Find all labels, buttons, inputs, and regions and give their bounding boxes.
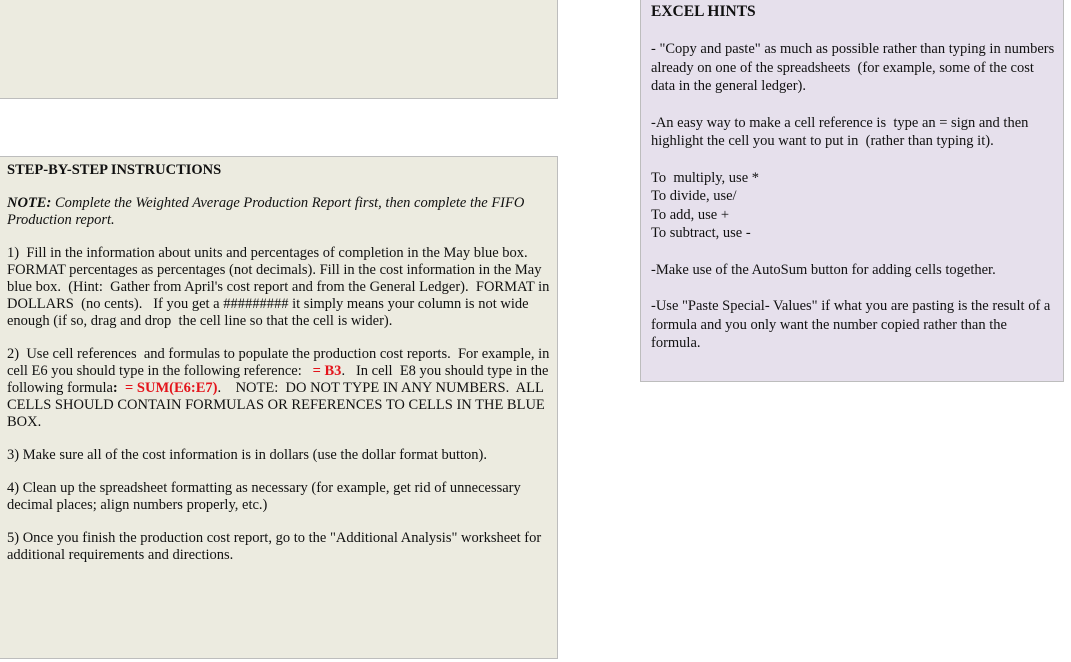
hint-subtract: To subtract, use - bbox=[651, 225, 751, 241]
hint-divide: To divide, use/ bbox=[651, 188, 737, 204]
step-1: 1) Fill in the information about units and percentages of completion in the May blue box. FORMAT percentages as percentages (not decimals). Fill in the cost information in the May blue box. (Hint: Gather from April's cost report and from the General Ledger). FORMAT in DOLLARS (no cents). If you get a ######### it simply means your column is not wide enough (if so, drag and drop the cell line so that the cell is wider). bbox=[7, 245, 553, 329]
hint-copy-paste: - "Copy and paste" as much as possible rather than typing in numbers already on one of the spreadsheets (for example, some of the cost data in the general ledger). bbox=[651, 41, 1058, 94]
note-paragraph bbox=[7, 195, 551, 229]
step-3: 3) Make sure all of the cost information is in dollars (use the dollar format button). bbox=[7, 447, 487, 463]
instructions-box bbox=[0, 156, 558, 659]
hints-heading: EXCEL HINTS bbox=[651, 3, 756, 20]
excel-hints-box bbox=[640, 0, 1064, 382]
note-text: Complete the Weighted Average Production Report first, then complete the FIFO Production report. bbox=[7, 195, 528, 228]
hint-paste-special: -Use "Paste Special- Values" if what you are pasting is the result of a formula and you only want the number copied rather than the formula. bbox=[651, 298, 1054, 351]
step-2-reference: = B3 bbox=[312, 363, 342, 379]
step-2-text-b: . In cell E8 you should type in the following formula bbox=[7, 363, 553, 396]
step-2-formula: = SUM(E6:E7) bbox=[125, 380, 218, 396]
step-2-text-c: . NOTE: DO NOT TYPE IN ANY NUMBERS. ALL CELLS SHOULD CONTAIN FORMULAS OR REFERENCES TO CELLS IN THE BLUE BOX. bbox=[7, 380, 549, 430]
instructions-heading: STEP-BY-STEP INSTRUCTIONS bbox=[7, 162, 222, 178]
hint-cell-reference: -An easy way to make a cell reference is type an = sign and then highlight the cell you want to put in (rather than typing it). bbox=[651, 114, 1033, 149]
hint-autosum: -Make use of the AutoSum button for adding cells together. bbox=[651, 261, 996, 278]
step-2-text-a: 2) Use cell references and formulas to populate the production cost reports. For example, in cell E6 you should type in the following reference: bbox=[7, 346, 553, 379]
hint-add: To add, use + bbox=[651, 206, 730, 223]
step-2 bbox=[7, 346, 551, 431]
empty-text-box bbox=[0, 0, 558, 99]
hint-multiply: To multiply, use * bbox=[651, 169, 759, 186]
step-4: 4) Clean up the spreadsheet formatting as necessary (for example, get rid of unnecessary decimal places; align numbers properly, etc.) bbox=[7, 480, 525, 513]
note-label: NOTE: bbox=[7, 195, 52, 211]
step-5: 5) Once you finish the production cost report, go to the "Additional Analysis" worksheet for additional requirements and directions. bbox=[7, 530, 545, 563]
step-2-colon: : bbox=[112, 380, 126, 396]
